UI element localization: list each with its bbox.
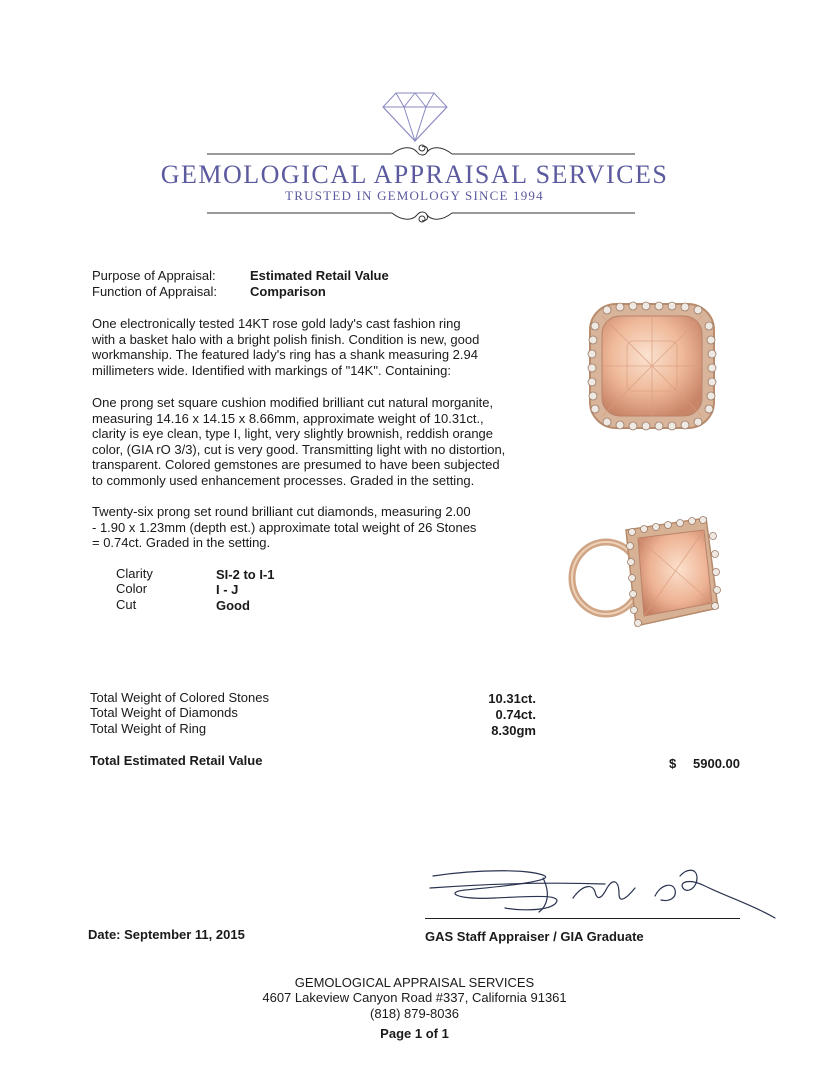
text-line: with a basket halo with a bright polish finish. Condition is new, good [92, 331, 480, 347]
total-diamonds-label: Total Weight of Diamonds [90, 705, 238, 720]
text-line: = 0.74ct. Graded in the setting. [92, 535, 271, 550]
description-ring [92, 316, 542, 378]
estimate-amount: 5900.00 [693, 756, 740, 771]
function-value: Comparison [250, 284, 326, 299]
total-diamonds-value: 0.74ct. [495, 707, 536, 722]
total-colored-value: 10.31ct. [488, 691, 536, 706]
text-line: - 1.90 x 1.23mm (depth est.) approximate total weight of 26 Stones [92, 519, 477, 535]
grade-label-clarity: Clarity [116, 566, 153, 581]
text-line: clarity is eye clean, type I, light, very slightly brownish, reddish orange [92, 426, 494, 441]
total-colored-label: Total Weight of Colored Stones [90, 690, 269, 705]
text-line: Twenty-six prong set round brilliant cut diamonds, measuring 2.00 [92, 504, 471, 519]
grade-value-color: I - J [216, 582, 239, 597]
grade-value-cut: Good [216, 598, 250, 613]
appraisal-date: Date: September 11, 2015 [88, 927, 245, 942]
text-line: measuring 14.16 x 14.15 x 8.66mm, approximate weight of 10.31ct., [92, 410, 484, 426]
ring-top-view-image [582, 296, 722, 436]
text-line: One prong set square cushion modified brilliant cut natural morganite, [92, 395, 494, 410]
text-line: millimeters wide. Identified with markings of "14K". Containing: [92, 362, 451, 378]
footer-company: GEMOLOGICAL APPRAISAL SERVICES [294, 975, 535, 990]
brand-name: GEMOLOGICAL APPRAISAL SERVICES [160, 160, 669, 189]
text-line: workmanship. The featured lady's ring has a shank measuring 2.94 [92, 347, 478, 362]
footer-address: 4607 Lakeview Canyon Road #337, California 91361 [262, 990, 567, 1005]
description-diamonds [92, 504, 542, 551]
total-ring-value: 8.30gm [491, 723, 536, 738]
grade-label-color: Color [116, 581, 148, 596]
function-label: Function of Appraisal: [92, 284, 218, 299]
logo-bottom-flourish [207, 203, 637, 223]
purpose-value: Estimated Retail Value [250, 268, 389, 283]
total-ring-label: Total Weight of Ring [90, 721, 207, 736]
diamond-logo-icon [382, 92, 448, 142]
ring-side-view-image [566, 508, 726, 643]
page-number: Page 1 of 1 [380, 1026, 449, 1041]
brand-tagline: TRUSTED IN GEMOLOGY SINCE 1994 [285, 188, 544, 203]
footer-phone: (818) 879-8036 [370, 1006, 459, 1021]
appraiser-title: GAS Staff Appraiser / GIA Graduate [425, 929, 644, 944]
grade-label-cut: Cut [116, 597, 137, 612]
text-line: transparent. Colored gemstones are presumed to have been subjected [92, 457, 500, 472]
text-line: color, (GIA rO 3/3), cut is very good. Transmitting light with no distortion, [92, 441, 506, 457]
signature-line [425, 918, 740, 919]
description-morganite [92, 395, 542, 488]
signature-image [425, 858, 780, 923]
estimate-label: Total Estimated Retail Value [90, 753, 263, 768]
text-line: One electronically tested 14KT rose gold lady's cast fashion ring [92, 316, 461, 331]
text-line: to commonly used enhancement processes. Graded in the setting. [92, 472, 475, 488]
purpose-label: Purpose of Appraisal: [92, 268, 216, 283]
grade-value-clarity: SI-2 to I-1 [216, 567, 275, 582]
logo-top-flourish [207, 142, 637, 162]
estimate-currency: $ [669, 756, 677, 771]
